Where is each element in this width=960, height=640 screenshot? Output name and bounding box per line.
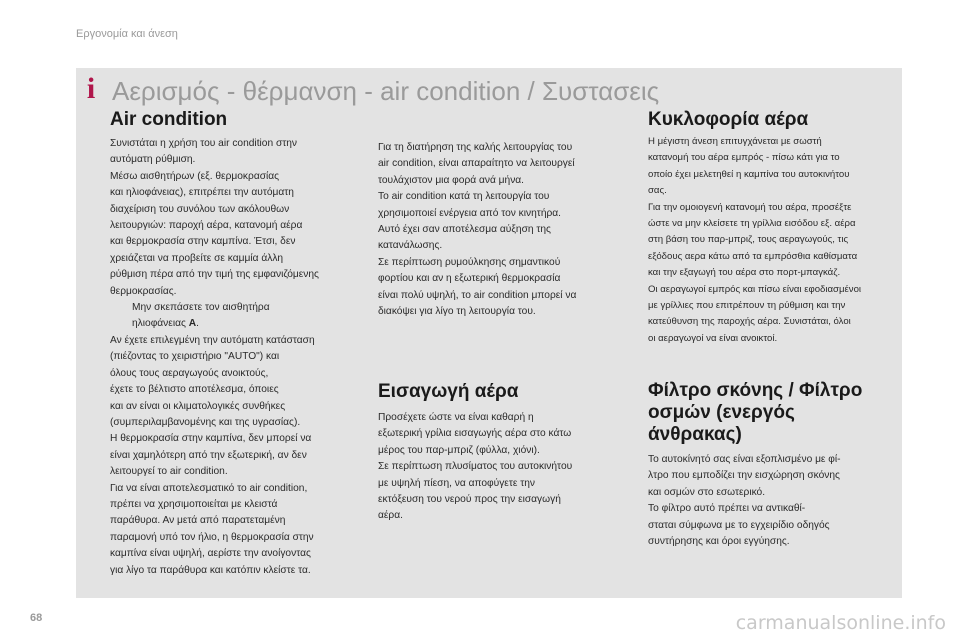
text-line: είναι πολύ υψηλή, το air condition μπορεί να (378, 289, 577, 301)
text-line: παραμονή υπό τον ήλιο, η θερμοκρασία στην (110, 531, 314, 543)
text-line: εξόδους αερα κάτω από τα εμπρόσθια καθίσματα (648, 250, 858, 262)
text-line: στη βάση του παρ-μπριζ, τους αεραγωγούς, τις (648, 234, 849, 246)
text-line: χρειάζεται να προβείτε σε καμμία άλλη (110, 252, 284, 264)
text-line: Σε περίπτωση ρυμούλκησης σημαντικού (378, 256, 561, 268)
text-line: (πιέζοντας το χειριστήριο "AUTO") και (110, 351, 280, 363)
text-line: συντήρησης και όροι εγγύησης. (648, 536, 790, 548)
text-line: οποίο έχει μελετηθεί η καμπίνα του αυτοκινήτου (648, 168, 850, 180)
text-line: Αν έχετε επιλεγμένη την αυτόματη κατάσταση (110, 334, 315, 346)
text-line: ρύθμιση πέρα από την τιμή της εμφανιζόμενης (110, 269, 319, 281)
text-line: χρησιμοποιεί ενέργεια από τον κινητήρα. (378, 207, 561, 219)
text-line: τουλάχιστον μια φορά ανά μήνα. (378, 174, 525, 186)
text-line: Το αυτοκίνητό σας είναι εξοπλισμένο με φί- (648, 454, 841, 465)
text-line: σας. (648, 185, 667, 197)
bullet-icon (110, 300, 132, 333)
text-line: έχετε το βέλτιστο αποτέλεσμα, όποιες (110, 384, 279, 396)
text-line: για λίγο τα παράθυρα και κατόπιν κλείστε τα. (110, 564, 311, 576)
air-circulation-text (648, 134, 896, 347)
text-line: διακόψει για λίγο τη λειτουργία του. (378, 306, 536, 318)
text-line: Οι αεραγωγοί εμπρός και πίσω είναι εφοδιασμένοι (648, 283, 862, 295)
text-line: Η θερμοκρασία στην καμπίνα, δεν μπορεί να (110, 433, 312, 445)
text-line: λτρο που εμποδίζει την εισχώρηση σκόνης (648, 470, 840, 482)
text-line: Για τη διατήρηση της καλής λειτουργίας του (378, 142, 573, 153)
air-condition-text (110, 136, 350, 579)
text-line: με υψηλή πίεση, να αποφύγετε την (378, 477, 536, 489)
text-line: Μέσω αισθητήρων (εξ. θερμοκρασίας (110, 170, 280, 182)
text-line: παράθυρα. Αν μετά από παρατεταμένη (110, 515, 286, 527)
text-line: οι αεραγωγοί να είναι ανοικτοί. (648, 332, 778, 344)
watermark: carmanualsonline.info (735, 612, 946, 634)
text-line: λειτουργιών: παροχή αέρα, κατανομή αέρα (110, 220, 303, 232)
filter-heading: Φίλτρο σκόνης / Φίλτρο οσμών (ενεργός άνθρακας) (648, 380, 863, 445)
sensor-reference: A (188, 318, 197, 330)
text-line: είναι χαμηλότερη από την εξωτερική, αν δεν (110, 449, 307, 461)
air-condition-heading: Air condition (110, 109, 228, 130)
text-line: λειτουργεί το air condition. (110, 466, 228, 478)
text-line: πρέπει να χρησιμοποιείται με κλειστά (110, 498, 278, 510)
text-line: εκτόξευση του νερού προς την εισαγωγή (378, 494, 561, 506)
text-line: Αυτό έχει σαν αποτέλεσμα αύξηση της (378, 224, 551, 236)
bullet-text-line: ηλιοφάνειας (132, 318, 186, 330)
text-line: φορτίου και αν η εξωτερική θερμοκρασία (378, 273, 561, 285)
filter-section (648, 380, 896, 550)
text-line: κατανομή του αέρα εμπρός - πίσω κάτι για το (648, 152, 840, 164)
page-number: 68 (30, 612, 43, 624)
text-line: και θερμοκρασία στην καμπίνα. Έτσι, δεν (110, 236, 296, 248)
air-condition-section (110, 108, 350, 579)
text-line: και οσμών στο εσωτερικό. (648, 486, 766, 498)
text-line: και ηλιοφάνειας), επιτρέπει την αυτόματη (110, 187, 294, 199)
text-line: θερμοκρασίας. (110, 285, 177, 297)
text-line: με γρίλλιες που επιτρέπουν τη ρύθμιση και την (648, 300, 846, 312)
text-line: Το air condition κατά τη λειτουργία του (378, 191, 550, 203)
text-line: Για να είναι αποτελεσματικό το air condition, (110, 482, 308, 494)
maintenance-text (378, 140, 622, 320)
text-line: Προσέχετε ώστε να είναι καθαρή η (378, 412, 534, 423)
text-line: και αν είναι οι κλιματολογικές συνθήκες (110, 400, 286, 412)
text-line: (συμπεριλαμβανομένης και της υγρασίας). (110, 416, 301, 428)
text-line: όλους τους αεραγωγούς ανοικτούς, (110, 367, 269, 379)
page-title: Αερισμός - θέρμανση - air condition / Συστασεις (112, 76, 660, 106)
air-intake-text (378, 410, 622, 525)
air-circulation-section (648, 108, 896, 347)
page-section-header: Εργονομία και άνεση (76, 28, 178, 40)
text-line: εξωτερική γρίλια εισαγωγής αέρα στο κάτω (378, 428, 572, 440)
text-line: Για την ομοιογενή κατανομή του αέρα, προσέξτε (648, 201, 852, 213)
text-line: Η μέγιστη άνεση επιτυγχάνεται με σωστή (648, 136, 822, 147)
text-line: και την εξαγωγή του αέρα στο πορτ-μπαγκάζ. (648, 267, 841, 279)
text-line: κατεύθυνση της παροχής αέρα. Συνιστάται, όλοι (648, 316, 851, 328)
text-line: Σε περίπτωση πλυσίματος του αυτοκινήτου (378, 461, 573, 473)
air-intake-heading: Εισαγωγή αέρα (378, 381, 519, 402)
text-line: κατανάλωσης. (378, 240, 443, 252)
bullet-text-line: Μην σκεπάσετε τον αισθητήρα (132, 302, 270, 314)
text-line: καμπίνα είναι υψηλή, αερίστε την ανοίγοντας (110, 548, 311, 560)
air-intake-section (378, 380, 622, 525)
text-line: Το φίλτρο αυτό πρέπει να αντικαθί- (648, 503, 806, 515)
text-line: ώστε να μην κλείσετε τη γρίλλια εισόδου εξ. αέρα (648, 218, 856, 230)
air-circulation-heading: Κυκλοφορία αέρα (648, 109, 809, 130)
text-line: διαχείριση του συνόλου των ακόλουθων (110, 203, 290, 215)
maintenance-section (378, 108, 622, 320)
text-line: σταται σύμφωνα με το εγχειρίδιο οδηγός (648, 519, 830, 531)
bullet-item: Μην σκεπάσετε τον αισθητήρα ηλιοφάνειας A. (110, 300, 350, 333)
text-line: Συνιστάται η χρήση του air condition στην (110, 138, 298, 149)
filter-text (648, 452, 896, 550)
text-line: air condition, είναι απαραίτητο να λειτουργεί (378, 158, 575, 170)
text-line: μέρος του παρ-μπριζ (φύλλα, χιόνι). (378, 444, 540, 456)
info-icon: i (86, 72, 96, 105)
text-line: αέρα. (378, 510, 403, 522)
text-line: αυτόματη ρύθμιση. (110, 154, 196, 166)
